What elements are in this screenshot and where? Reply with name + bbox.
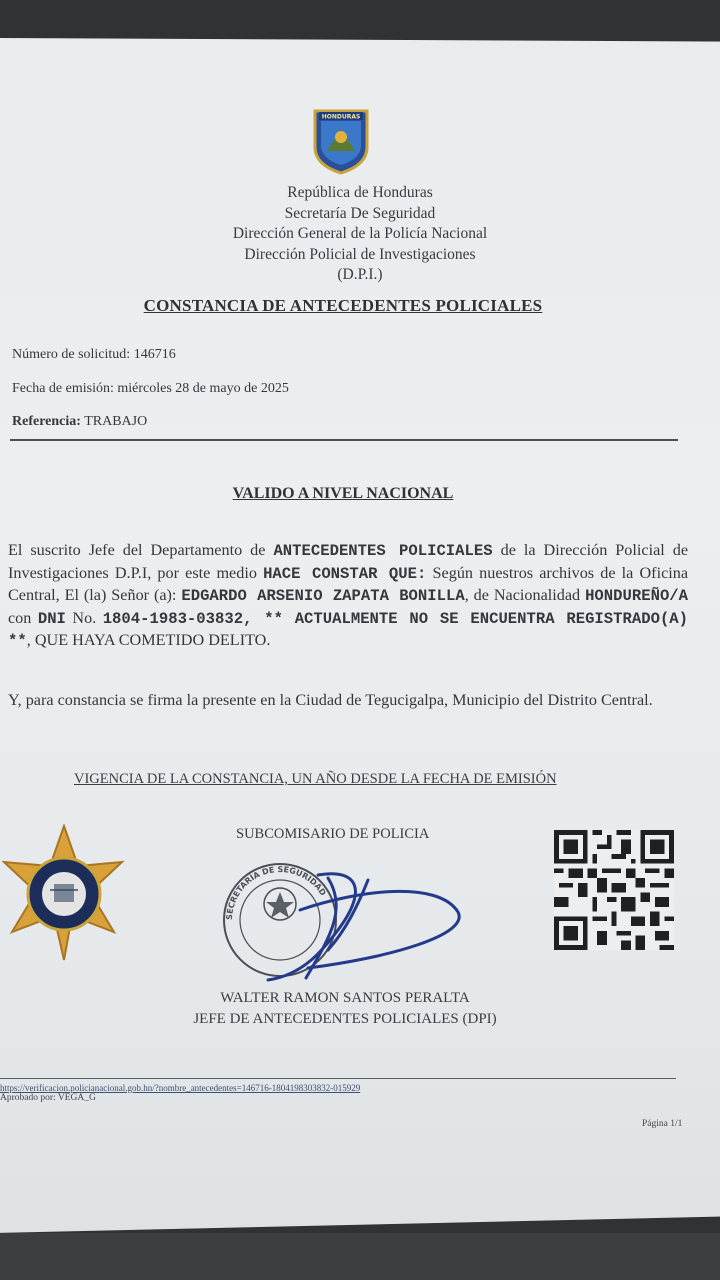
reference-value: TRABAJO (84, 414, 148, 429)
body-text: No. (72, 608, 97, 627)
record-status: , ** ACTUALMENTE NO SE ENCUENTRA REGISTRADO(A) ** (8, 609, 689, 650)
closing-paragraph: Y, para constancia se firma la presente en la Ciudad de Tegucigalpa, Municipio del Distrito Central. (8, 691, 653, 709)
body-text: El suscrito Jefe del Departamento de (8, 541, 266, 559)
person-name: EDGARDO ARSENIO ZAPATA BONILLA (181, 587, 465, 605)
reference (12, 414, 147, 430)
issue-date-label: Fecha de emisión: (12, 381, 114, 396)
request-number-label: Número de solicitud: (12, 347, 131, 362)
reference-label: Referencia: (12, 414, 81, 429)
honduras-police-crest (309, 107, 373, 175)
validity-note: VIGENCIA DE LA CONSTANCIA, UN AÑO DESDE LA FECHA DE EMISIÓN (74, 771, 557, 787)
header-directorate: Dirección General de la Policía Nacional (232, 225, 488, 242)
body-text: , de Nacionalidad (464, 586, 581, 604)
header-division: Dirección Policial de Investigaciones (244, 245, 476, 263)
certifies-phrase: HACE CONSTAR QUE: (263, 564, 427, 583)
header-divider (10, 439, 678, 441)
svg-text:SECRETARÍA DE SEGURIDAD: SECRETARÍA DE SEGURIDAD (224, 864, 328, 921)
page-number: Página 1/1 (642, 1119, 683, 1129)
request-number-value: 146716 (133, 347, 176, 362)
police-star-badge (2, 824, 126, 964)
header-ministry: Secretaría De Seguridad (284, 204, 436, 222)
signatory-name: WALTER RAMON SANTOS PERALTA (220, 990, 470, 1006)
signatory-rank: SUBCOMISARIO DE POLICIA (236, 826, 430, 842)
approved-by: Aprobado por: VEGA_G (0, 1093, 96, 1103)
body-text: Según nuestros archivos de la Oficina Central, El (la) Señor (a): (8, 563, 689, 604)
footer-divider (0, 1078, 676, 1079)
header-abbrev: (D.P.I.) (337, 266, 383, 283)
signatory-role: JEFE DE ANTECEDENTES POLICIALES (DPI) (193, 1010, 497, 1027)
signatory-block (0, 988, 690, 1029)
body-text: de la Dirección Policial de Investigaciones D.P.I, por este medio (8, 541, 689, 582)
header-country: República de Honduras (287, 184, 433, 201)
id-number: 1804-1983-03832 (102, 609, 244, 628)
body-text: con (8, 608, 32, 627)
table-surface (0, 1233, 720, 1280)
issue-date (12, 381, 289, 397)
request-number (12, 347, 176, 363)
issue-date-value: miércoles 28 de mayo de 2025 (117, 381, 289, 396)
id-type: DNI (37, 609, 66, 628)
issuer-header (0, 183, 720, 286)
verification-qr-code[interactable] (554, 830, 674, 950)
certification-paragraph (8, 540, 688, 653)
svg-text:HONDURAS: HONDURAS (321, 113, 361, 121)
validity-heading: VALIDO A NIVEL NACIONAL (232, 485, 454, 502)
verification-link[interactable]: https://verificacion.policianacional.gob.hn/?nombre_antecedentes=146716-1804198303832-015929 (0, 1083, 361, 1093)
official-stamp-signature (208, 850, 488, 990)
department-name: ANTECEDENTES POLICIALES (273, 542, 493, 560)
nationality: HONDUREÑO/A (585, 587, 689, 605)
body-text: , QUE HAYA COMETIDO DELITO. (26, 631, 271, 649)
document-title: CONSTANCIA DE ANTECEDENTES POLICIALES (143, 296, 543, 315)
